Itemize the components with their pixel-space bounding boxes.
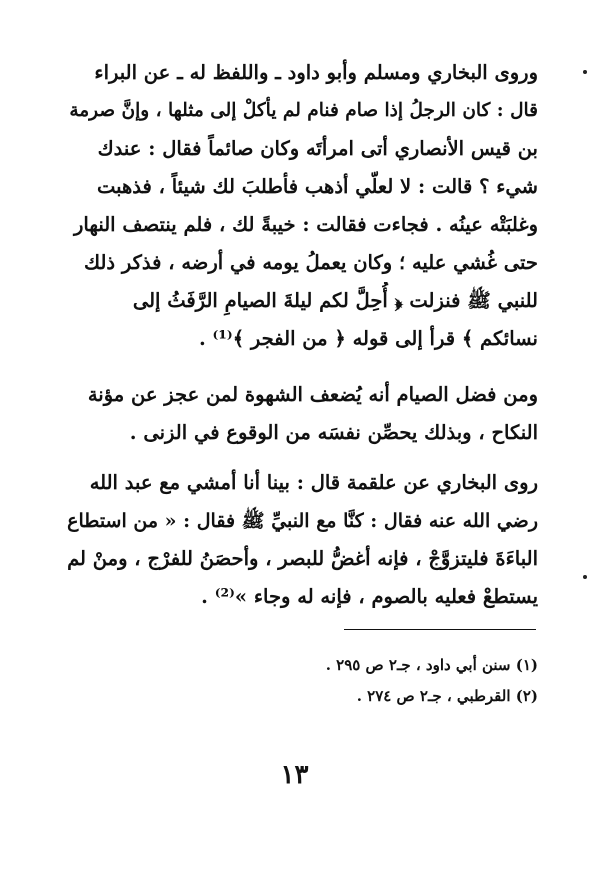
text-line: رضي الله عنه فقال : كنَّا مع النبيِّ ﷺ فقال : « من استطاع <box>67 510 538 532</box>
text-line: وغلبَتْه عينُه . فجاءت فقالت : خيبةً لك ، فلم ينتصف النهار <box>74 213 538 236</box>
text-line: بن قيس الأنصاري أتى امرأتَه وكان صائماً فقال : عندك <box>97 137 538 160</box>
paragraph-hadith-bara <box>60 54 538 358</box>
text-line: النكاح ، وبذلك يحصِّن نفسَه من الوقوع في الزنى . <box>129 421 538 444</box>
text-line: الباءَةَ فليتزوَّجْ ، فإنه أغضُّ للبصر ، وأحصَنُ للفرْج ، ومنْ لم <box>67 547 538 570</box>
text-line: ومن فضل الصيام أنه يُضعف الشهوة لمن عجز عن مؤنة <box>87 383 538 406</box>
text-line: نسائكم ﴾ قرأ إلى قوله ﴿ من الفجر ﴾⁽¹⁾ . <box>198 327 538 350</box>
text-line: شيء ؟ قالت : لا لعلّي أذهب فأطلبَ لك شيئاً ، فذهبت <box>96 175 538 198</box>
footnote-1: (١) سنن أبي داود ، جـ٢ ص ٢٩٥ . <box>325 656 538 674</box>
paragraph-fasting-virtue <box>60 376 538 452</box>
text-line: قال : كان الرجلُ إذا صام فنام لم يأكلْ إلى مثلها ، وإنَّ صرمة <box>69 100 538 121</box>
text-line: روى البخاري عن علقمة قال : بينا أنا أمشي مع عبد الله <box>89 471 538 494</box>
page-number: ١٣ <box>280 760 309 790</box>
text-line: يستطعْ فعليه بالصوم ، فإنه له وجاء »⁽²⁾ . <box>201 585 538 608</box>
margin-dot <box>583 70 587 74</box>
margin-dot <box>583 575 587 579</box>
text-line: وروى البخاري ومسلم وأبو داود ـ واللفظ له ـ عن البراء <box>94 61 538 84</box>
paragraph-hadith-alqama <box>60 464 538 616</box>
text-line: للنبي ﷺ فنزلت ﴿ أُحِلَّ لكم ليلةَ الصيامِ الرَّفَثُ إلى <box>132 289 538 312</box>
footnotes <box>200 650 538 712</box>
text-line: حتى غُشي عليه ؛ وكان يعملُ يومه في أرضه ، فذكر ذلك <box>84 251 538 274</box>
footnote-2: (٢) القرطبي ، جـ٢ ص ٢٧٤ . <box>356 687 538 705</box>
footnote-divider <box>344 629 536 630</box>
